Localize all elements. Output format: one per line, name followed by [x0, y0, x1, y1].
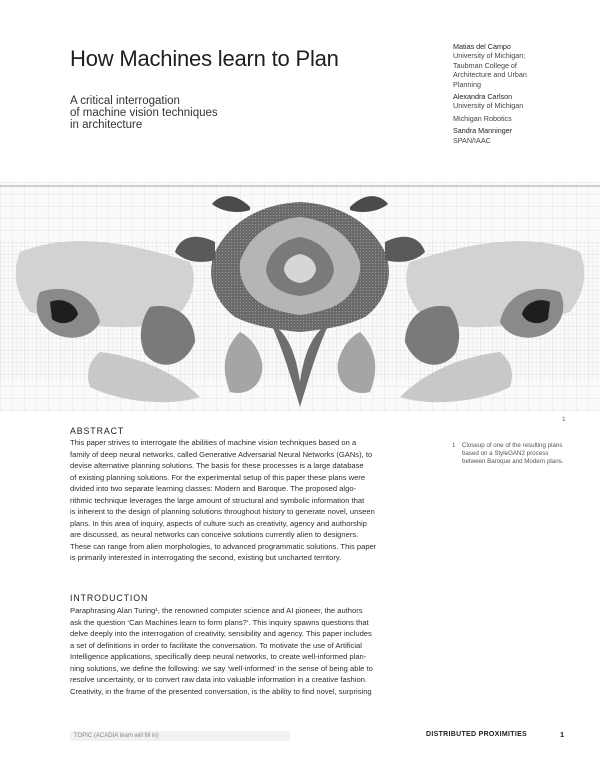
author-affiliation: University of Michigan;: [453, 51, 526, 61]
abstract-line: divided into two separate learning classes: Modern and Baroque. The proposed algo-: [70, 484, 357, 493]
introduction-line: ning solutions, we define the following: we say ‘well-informed’ in the sense of being able to: [70, 663, 373, 673]
abstract-line: of existing planning solutions. For the experimental setup of this paper these plans were: [70, 472, 366, 482]
author-block: [453, 92, 573, 123]
introduction-line: ask the question ‘Can Machines learn to form plans?’. This inquiry spawns questions that: [70, 617, 369, 627]
introduction-line: Creativity, in the frame of the presented conversation, is the ability to find novel, surprising: [70, 686, 372, 696]
author-affiliation: SPAN/IAAC: [453, 135, 491, 145]
abstract-heading: ABSTRACT: [70, 426, 125, 436]
introduction-line: Intelligence applications, specifically deep neural networks, to create well-informed plan-: [70, 652, 367, 661]
abstract-line: These can range from alien morphologies, to advanced programmatic solutions. This paper: [70, 541, 377, 551]
abstract-line: This paper strives to interrogate the abilities of machine vision techniques based on a: [70, 438, 357, 447]
author-affiliation: Taubman College of: [453, 60, 517, 70]
abstract-line: are discussed, as neural networks can conceive solutions currently alien to designers.: [70, 530, 359, 539]
paper-title: How Machines learn to Plan: [70, 46, 339, 71]
introduction-line: Paraphrasing Alan Turing¹, the renowned computer science and AI pioneer, the authors: [70, 606, 363, 615]
footer-topic: TOPIC (ACADIA team will fill in): [70, 731, 290, 741]
author-block: [453, 126, 573, 145]
author-block: [453, 42, 573, 89]
subtitle-line: A critical interrogation: [70, 95, 180, 107]
author-list: [453, 42, 573, 148]
abstract-line: family of deep neural networks, called Generative Adversarial Neural Networks (GANs), to: [70, 449, 373, 459]
subtitle-line: of machine vision techniques: [70, 107, 218, 119]
caption-number: 1: [452, 442, 456, 449]
introduction-line: delve deeply into the interrogation of creativity, sensibility and agency. This paper includes: [70, 629, 372, 638]
abstract-body: [70, 437, 438, 564]
figure-caption: [452, 442, 572, 466]
footer-section-name: DISTRIBUTED PROXIMITIES: [426, 731, 528, 738]
author-name: Alexandra Carlson: [453, 92, 513, 102]
introduction-line: a set of definitions in order to facilitate the conversation. To motivate the use of Artificial: [70, 640, 362, 650]
author-affiliation: Architecture and Urban: [453, 70, 527, 80]
abstract-line: devise alternative planning solutions. The basis for these processes is a large database: [70, 461, 364, 470]
paper-subtitle: [70, 95, 290, 131]
introduction-line: resolve uncertainty, or to convert raw data into valuable information in a creative fashion.: [70, 675, 368, 684]
author-name: Sandra Manninger: [453, 126, 513, 136]
introduction-body: [70, 605, 438, 697]
abstract-line: is primarily interested in interrogating the second, existing but uncharted territory.: [70, 553, 342, 562]
caption-text: Closeup of one of the resulting plans based on a StyleGAN2 process between Baroque and Modern plans.: [462, 442, 564, 465]
introduction-heading: INTRODUCTION: [70, 593, 149, 603]
subtitle-line: in architecture: [70, 119, 143, 131]
generated-plan-figure: [0, 182, 600, 412]
author-affiliation: Planning: [453, 79, 481, 89]
abstract-line: is inherent to the design of planning solutions throughout history to generate novel, unseen: [70, 507, 375, 516]
author-name: Matias del Campo: [453, 42, 511, 51]
author-affiliation: University of Michigan: [453, 101, 524, 111]
page-number: 1: [560, 730, 565, 739]
abstract-line: rithmic technique leverages the large amount of structural and symbolic information that: [70, 495, 365, 505]
abstract-line: plans. In this area of inquiry, aspects of culture such as creativity, agency and authorship: [70, 518, 367, 528]
figure-number: 1: [562, 416, 566, 423]
author-affiliation: Michigan Robotics: [453, 113, 512, 123]
